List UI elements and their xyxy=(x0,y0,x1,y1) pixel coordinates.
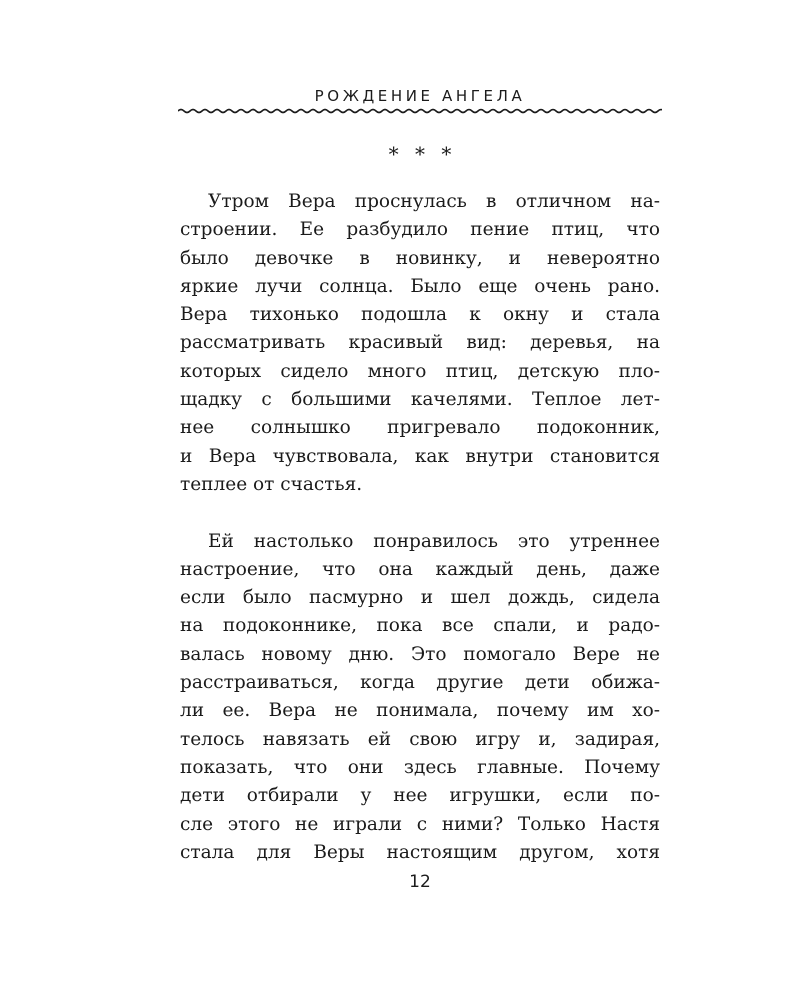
text-line: Утром Вера проснулась в отличном на- xyxy=(208,191,660,212)
paragraph-2 xyxy=(180,528,660,868)
paragraph-1 xyxy=(180,188,660,499)
text-line: валась новому дню. Это помогало Вере не xyxy=(180,643,660,665)
text-line: Вера тихонько подошла к окну и стала xyxy=(180,304,660,326)
body-text xyxy=(180,188,660,867)
text-line: настроение, что она каждый день, даже xyxy=(180,558,660,580)
text-line: нее солнышко пригревало подоконник, xyxy=(180,417,660,439)
text-line: расстраиваться, когда другие дети обижа- xyxy=(180,672,660,694)
running-header: РОЖДЕНИЕ АНГЕЛА xyxy=(314,87,526,105)
text-line: было девочке в новинку, и невероятно xyxy=(180,247,660,269)
text-line: телось навязать ей свою игру и, задирая, xyxy=(180,728,660,750)
page-number: 12 xyxy=(409,872,431,892)
text-line: если было пасмурно и шел дождь, сидела xyxy=(180,587,660,609)
text-line: щадку с большими качелями. Теплое лет- xyxy=(180,389,660,411)
text-line: и Вера чувствовала, как внутри становится xyxy=(180,445,660,467)
text-line: которых сидело много птиц, детскую пло- xyxy=(180,360,660,382)
text-line: сле этого не играли с ними? Только Настя xyxy=(180,813,660,835)
text-line: ли ее. Вера не понимала, почему им хо- xyxy=(180,700,660,722)
text-line: показать, что они здесь главные. Почему xyxy=(180,756,660,778)
section-separator: * * * xyxy=(388,142,452,166)
text-line: строении. Ее разбудило пение птиц, что xyxy=(180,219,660,241)
text-line: стала для Веры настоящим другом, хотя xyxy=(180,841,660,863)
text-line: на подоконнике, пока все спали, и радо- xyxy=(180,615,660,637)
wavy-divider xyxy=(178,105,662,117)
text-line: Ей настолько понравилось это утреннее xyxy=(208,530,660,552)
text-line: теплее от счастья. xyxy=(180,473,363,495)
text-line: яркие лучи солнца. Было еще очень рано. xyxy=(180,275,660,297)
text-line: дети отбирали у нее игрушки, если по- xyxy=(180,785,660,807)
paragraph-gap xyxy=(180,499,660,527)
text-line: рассматривать красивый вид: деревья, на xyxy=(180,332,660,354)
